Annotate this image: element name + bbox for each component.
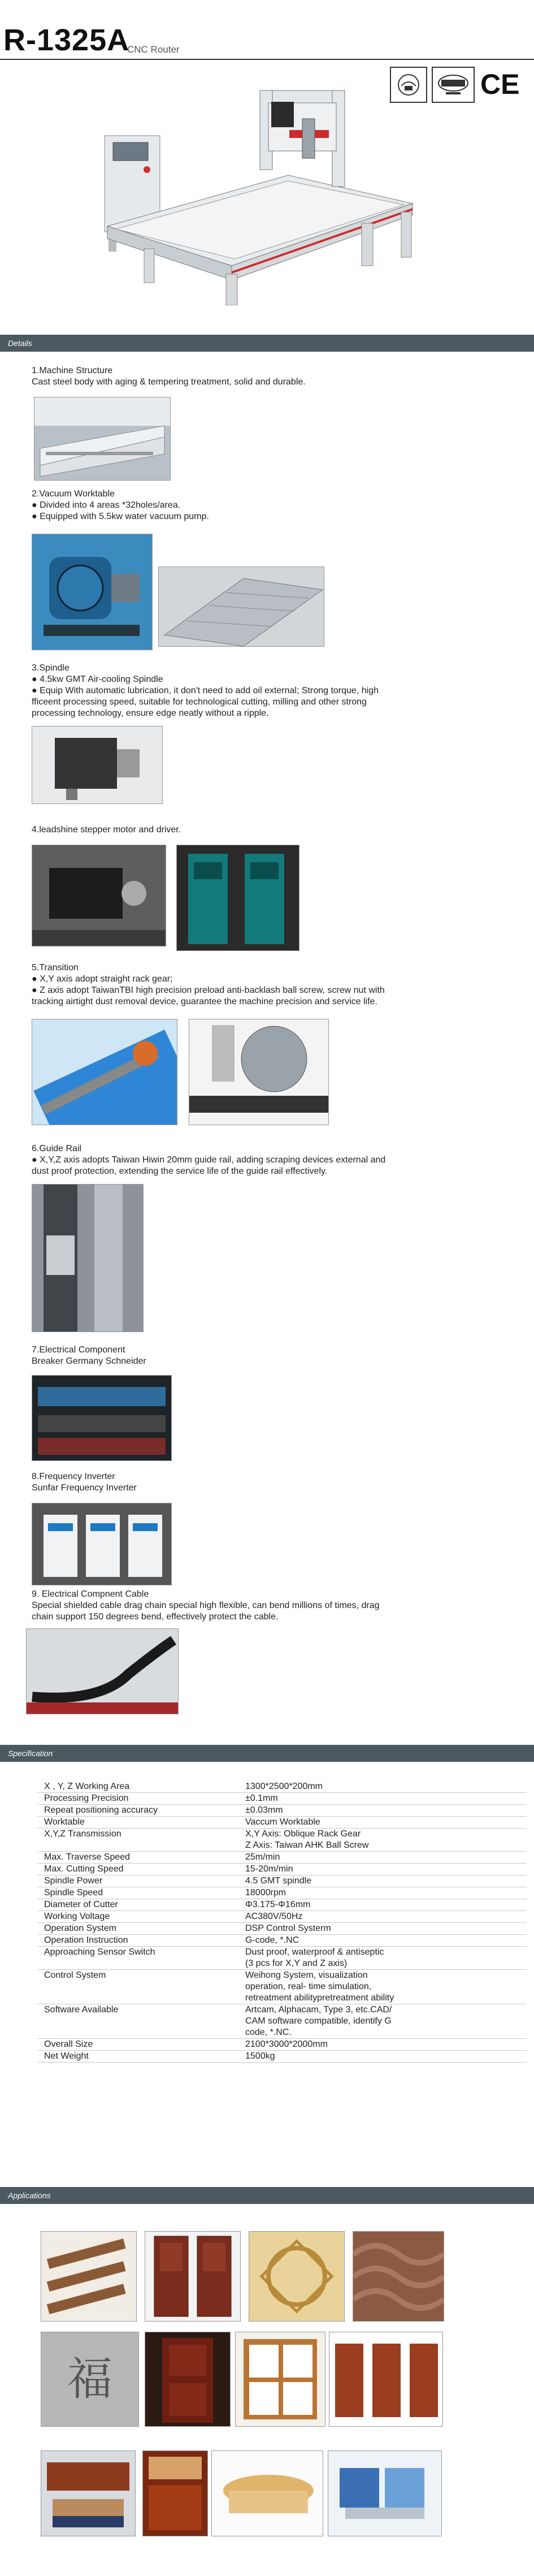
detail-line: tracking airtight dust removal device, guarantee the machine precision and service life.	[32, 997, 377, 1006]
spec-value-line: ±0.03mm	[245, 1805, 283, 1815]
spec-key: Worktable	[37, 1817, 241, 1829]
spec-value	[241, 1829, 527, 1852]
detail-frequency-inverter	[32, 1471, 405, 1494]
machine-structure-photo	[34, 397, 171, 481]
application-cabinet-photo	[142, 2450, 208, 2536]
vacuum-table-photo	[158, 567, 324, 647]
detail-title: 8.Frequency Inverter	[32, 1472, 115, 1481]
spec-value-line: 15-20m/min	[245, 1864, 293, 1874]
guide-rail-photo	[32, 1184, 144, 1332]
spec-value-line: Vaccum Worktable	[245, 1817, 320, 1827]
spec-key: Control System	[37, 1970, 241, 2004]
ball-screw-photo	[32, 1019, 177, 1125]
spec-row	[37, 1817, 527, 1829]
spec-key: X,Y,Z Transmission	[37, 1829, 241, 1852]
spec-value-line: Weihong System, visualization	[245, 1970, 368, 1980]
spec-value-line: operation, real- time simulation,	[245, 1982, 372, 1991]
spec-value-line: Φ3.175-Φ16mm	[245, 1900, 311, 1909]
detail-line: fficeent processing speed, suitable for technological cutting, milling and other strong	[32, 697, 367, 707]
spec-value-line: CAM software compatible, identify G	[245, 2016, 392, 2026]
detail-line: chain support 150 degrees bend, effectively protect the cable.	[32, 1612, 279, 1622]
spec-value-line: X,Y Axis: Oblique Rack Gear	[245, 1829, 361, 1839]
spec-value	[241, 1935, 527, 1947]
spec-value-line: 4.5 GMT spindle	[245, 1876, 312, 1886]
detail-line: ● X,Y,Z axis adopts Taiwan Hiwin 20mm guide rail, adding scraping devices external and	[32, 1155, 386, 1165]
spec-row	[37, 1899, 527, 1911]
spec-value	[241, 1899, 527, 1911]
application-workstation-photo	[328, 2450, 442, 2536]
detail-line: processing technology, ensure edge neatly without a ripple.	[32, 708, 269, 718]
spec-key: Software Available	[37, 2004, 241, 2039]
spec-key: X , Y, Z Working Area	[37, 1781, 241, 1793]
detail-title: 2.Vacuum Worktable	[32, 489, 115, 499]
spec-value-line: (3 pcs for X,Y and Z axis)	[245, 1959, 348, 1968]
electrical-cabinet-photo	[32, 1375, 172, 1461]
spec-key: Spindle Speed	[37, 1887, 241, 1899]
spec-value	[241, 1793, 527, 1805]
section-title-applications: Applications	[8, 2191, 51, 2200]
application-wave-panel-photo	[353, 2231, 444, 2322]
product-subtitle: CNC Router	[127, 44, 180, 55]
spec-value	[241, 2039, 527, 2051]
spec-value-line: DSP Control Systerm	[245, 1924, 331, 1933]
application-dark-door-photo	[145, 2332, 231, 2427]
detail-title: 7.Electrical Component	[32, 1345, 125, 1355]
product-model: R-1325A	[3, 23, 130, 57]
detail-vacuum-worktable	[32, 489, 405, 522]
spec-row	[37, 1793, 527, 1805]
spec-table	[37, 1781, 527, 2063]
spec-key: Net Weight	[37, 2051, 241, 2063]
spec-key: Working Voltage	[37, 1911, 241, 1923]
spec-value	[241, 1970, 527, 2004]
spec-key: Repeat positioning accuracy	[37, 1805, 241, 1817]
detail-line: Sunfar Frequency Inverter	[32, 1483, 137, 1493]
detail-transition	[32, 962, 422, 1008]
spec-row	[37, 1970, 527, 2004]
spec-value	[241, 2051, 527, 2063]
frequency-inverter-photo	[32, 1503, 172, 1585]
spec-value	[241, 1947, 527, 1970]
cable-chain-photo	[26, 1628, 179, 1714]
spec-value	[241, 2004, 527, 2039]
spec-value	[241, 1781, 527, 1793]
detail-line: ● 4.5kw GMT Air-cooling Spindle	[32, 675, 163, 684]
spec-row	[37, 2051, 527, 2063]
spec-value-line: G-code, *.NC	[245, 1935, 299, 1945]
spec-value-line: 1500kg	[245, 2051, 275, 2061]
detail-title: 6.Guide Rail	[32, 1144, 82, 1153]
section-bar-applications	[0, 2187, 534, 2204]
spec-key: Diameter of Cutter	[37, 1899, 241, 1911]
detail-title: 3.Spindle	[32, 663, 70, 673]
application-door-set-photo	[329, 2332, 443, 2427]
spec-value-line: ±0.1mm	[245, 1793, 278, 1803]
detail-line: ● X,Y axis adopt straight rack gear;	[32, 974, 173, 984]
spec-row	[37, 1852, 527, 1864]
spec-row	[37, 1864, 527, 1875]
spec-value	[241, 1817, 527, 1829]
cnc-router-hero-image	[45, 85, 435, 305]
stepper-motor-photo	[32, 845, 166, 946]
spec-value-line: code, *.NC.	[245, 2028, 292, 2037]
spec-value-line: 18000rpm	[245, 1888, 286, 1898]
spec-row	[37, 2039, 527, 2051]
application-character-carving-photo	[41, 2332, 139, 2427]
ce-mark: CE	[480, 68, 520, 100]
spec-value-line: 2100*3000*2000mm	[245, 2039, 328, 2049]
detail-line: ● Equipped with 5.5kw water vacuum pump.	[32, 512, 209, 521]
certification-logo-2	[432, 67, 475, 103]
detail-line: Breaker Germany Schneider	[32, 1356, 146, 1366]
spec-value	[241, 1875, 527, 1887]
header-divider	[0, 59, 534, 60]
spec-row	[37, 2004, 527, 2039]
spindle-photo	[32, 726, 163, 804]
detail-title: 4.leadshine stepper motor and driver.	[32, 825, 181, 835]
detail-line: ● Divided into 4 areas *32holes/area.	[32, 500, 181, 510]
stepper-driver-photo	[176, 845, 299, 951]
spec-key: Approaching Sensor Switch	[37, 1947, 241, 1970]
detail-machine-structure	[32, 365, 405, 388]
spec-value-line: 1300*2500*200mm	[245, 1782, 323, 1791]
detail-title: 9. Electrical Compnent Cable	[32, 1589, 149, 1599]
section-title-details: Details	[8, 339, 32, 348]
detail-cable	[32, 1589, 422, 1623]
rack-gear-photo	[189, 1019, 329, 1125]
application-carved-wood-photo	[41, 2231, 137, 2322]
spec-value-line: Z Axis: Taiwan AHK Ball Screw	[245, 1840, 369, 1850]
spec-key: Operation System	[37, 1923, 241, 1935]
spec-value-line: Artcam, Alphacam, Type 3, etc.CAD/	[245, 2005, 392, 2015]
detail-guide-rail	[32, 1143, 422, 1177]
spec-row	[37, 1829, 527, 1852]
detail-title: 5.Transition	[32, 963, 79, 973]
spec-row	[37, 1935, 527, 1947]
spec-key: Overall Size	[37, 2039, 241, 2051]
application-office-furniture-photo	[41, 2450, 136, 2536]
spec-key: Processing Precision	[37, 1793, 241, 1805]
detail-line: ● Z axis adopt TaiwanTBI high precision preload anti-backlash ball screw, screw nut with	[32, 986, 385, 995]
section-title-specification: Specification	[8, 1749, 53, 1758]
spec-value-line: retreatment abilitypretreatment ability	[245, 1993, 394, 2003]
spec-row	[37, 1875, 527, 1887]
detail-line: dust proof protection, extending the service life of the guide rail effectively.	[32, 1166, 328, 1176]
spec-value-line: AC380V/50Hz	[245, 1912, 303, 1921]
spec-key: Spindle Power	[37, 1875, 241, 1887]
application-window-photo	[235, 2332, 325, 2427]
application-carved-panel-photo	[249, 2231, 345, 2322]
detail-line: ● Equip With automatic lubrication, it don't need to add oil external; Strong torque, high	[32, 686, 379, 695]
spec-value	[241, 1887, 527, 1899]
detail-stepper-motor	[32, 824, 405, 836]
spec-value	[241, 1852, 527, 1864]
application-reception-desk-photo	[211, 2450, 323, 2536]
spec-key: Operation Instruction	[37, 1935, 241, 1947]
spec-value	[241, 1923, 527, 1935]
spec-value-line: 25m/min	[245, 1852, 280, 1862]
spec-key: Max. Cutting Speed	[37, 1864, 241, 1875]
detail-line: Special shielded cable drag chain special high flexible, can bend millions of times, drag	[32, 1601, 380, 1610]
spec-value-line: Dust proof, waterproof & antiseptic	[245, 1947, 384, 1957]
spec-value	[241, 1805, 527, 1817]
section-bar-specification	[0, 1745, 534, 1762]
svg-text:福: 福	[67, 2353, 112, 2405]
spec-row	[37, 1781, 527, 1793]
spec-value	[241, 1911, 527, 1923]
application-doors-photo	[145, 2231, 241, 2322]
spec-row	[37, 1805, 527, 1817]
detail-title: 1.Machine Structure	[32, 366, 113, 375]
spec-row	[37, 1887, 527, 1899]
spec-key: Max. Traverse Speed	[37, 1852, 241, 1864]
detail-spindle	[32, 663, 422, 719]
vacuum-pump-photo	[32, 534, 153, 650]
spec-row	[37, 1923, 527, 1935]
spec-row	[37, 1911, 527, 1923]
spec-value	[241, 1864, 527, 1875]
section-bar-details	[0, 335, 534, 352]
spec-row	[37, 1947, 527, 1970]
detail-electrical-component	[32, 1345, 405, 1367]
detail-line: Cast steel body with aging & tempering treatment, solid and durable.	[32, 377, 306, 387]
